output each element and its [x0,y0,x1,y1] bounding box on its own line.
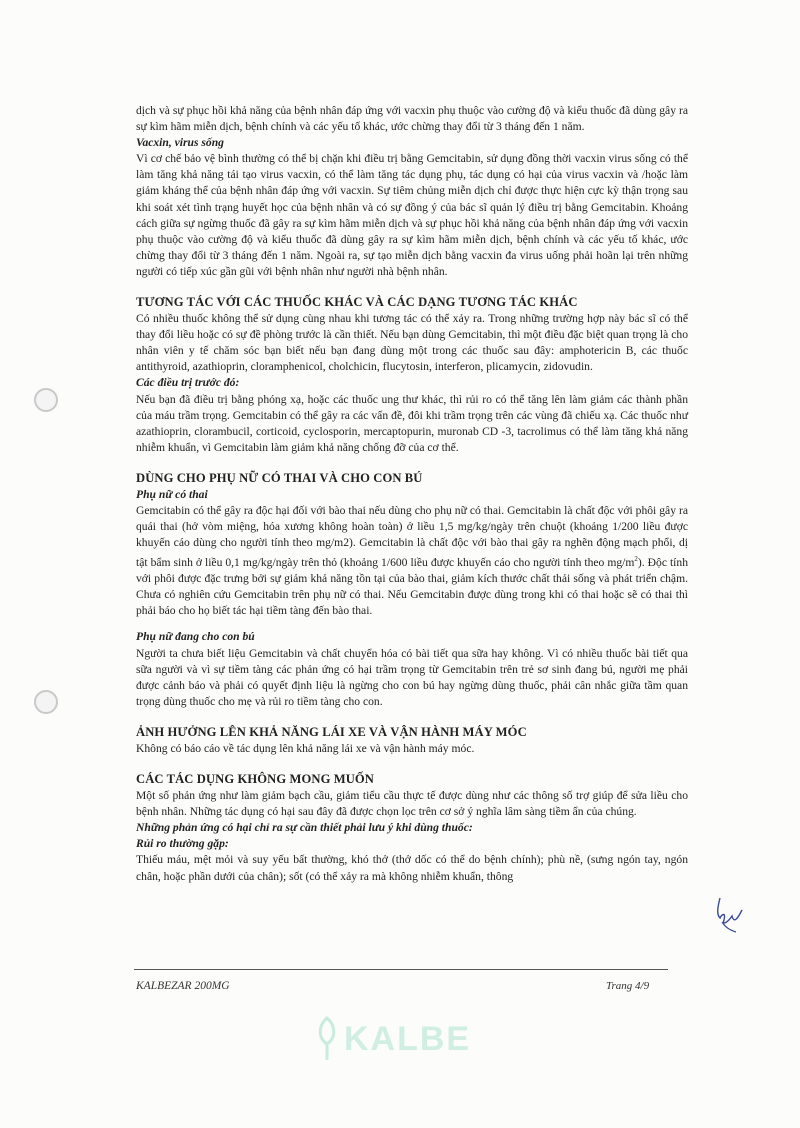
paragraph-live-vaccine: Vì cơ chế bảo vệ bình thường có thể bị chặn khi điều trị bằng Gemcitabin, sử dụng đồng thời vacxin virus sống có thể làm tăng khả năng tái tạo virus vacxin, có thể làm tăng tác dụng phụ, tác dụng có hại của virus vacxin và /hoặc làm giảm kháng thể của bệnh nhân đáp ứng với vacxin. Sự tiêm chủng miễn dịch chỉ được thực hiện cực kỳ thận trọng sau khi soát xét tình trạng huyết học của bệnh nhân và có sự đồng ý của bác sĩ quản lý điều trị bằng Gemcitabin. Khoảng cách giữa sự ngừng thuốc đã gây ra sự kìm hãm miễn dịch và sự phục hồi khả năng của bệnh nhân đáp ứng với vacxin phụ thuộc vào cường độ và kiểu thuốc đã dùng gây ra sự kìm hãm miễn dịch, bệnh chính và các yếu tố khác, ước chừng thay đổi từ 3 tháng đến 1 năm. Ngoài ra, sự tạo miễn dịch bằng vacxin đa virus uống phải hoãn lại trên những người có tiếp xúc gần gũi với bệnh nhân như người nhà bệnh nhân. [136,152,688,278]
heading-pregnant-women: Phụ nữ có thai [136,487,208,501]
heading-nursing-women: Phụ nữ đang cho con bú [136,630,255,644]
section-heading-adverse-effects: CÁC TÁC DỤNG KHÔNG MONG MUỐN [136,772,374,787]
paragraph-adverse-effects: Một số phản ứng như làm giảm bạch cầu, giảm tiểu cầu thực tế được dùng như các thông số trợ giúp để sửa liều cho bệnh nhân. Những tác dụng có hại sau đây đã được chọn lọc trên cơ sở ý nghĩa lâm sàng tiềm ẩn của chúng. [136,789,688,819]
leaf-logo-icon [312,1014,342,1064]
heading-common-risks: Rủi ro thường gặp: [136,837,229,851]
footer-page-number: Trang 4/9 [606,980,650,992]
footer-divider [134,969,668,970]
punch-hole-bottom [34,690,58,714]
footer-product-name: KALBEZAR 200MG [136,980,230,992]
paragraph-pregnant-women: Gemcitabin có thể gây ra độc hại đối với bào thai nếu dùng cho phụ nữ có thai. Gemcitabin là chất độc với phôi gây ra quái thai (hở vòm miệng, hóa xương không hoàn toàn) ở liều 1,5 mg/kg/ngày trên chuột (khoảng 1/200 liều được khuyến cáo dùng cho người tính theo mg/m2). Gemcitabin là chất độc với bào thai gây ra nghẽn động mạch phổi, dị tật bẩm sinh ở liều 0,1 mg/kg/ngày trên thỏ (khoảng 1/600 liều được khuyến cáo cho người tính theo $mg/m^2$). Độc tính với phôi được đặc trưng bởi sự giảm khả năng tồn tại của bào thai, giảm kích thước chất thải sống và phát triển chậm. Chưa có nghiên cứu Gemcitabin trên phụ nữ có thai. Nếu Gemcitabin được dùng trong khi có thai hoặc sẽ có thai thì phải báo cho họ biết tác hại tiềm tàng đến bào thai. [136,503,688,618]
paragraph-driving: Không có báo cáo về tác dụng lên khả năng lái xe và vận hành máy móc. [136,741,475,755]
document-body [136,103,688,885]
signature-mark-icon [708,892,748,942]
section-heading-interactions: TƯƠNG TÁC VỚI CÁC THUỐC KHÁC VÀ CÁC DẠNG TƯƠNG TÁC KHÁC [136,295,578,310]
paragraph-immunity-recovery: dịch và sự phục hồi khả năng của bệnh nhân đáp ứng với vacxin phụ thuộc vào cường độ và kiểu thuốc đã dùng gây ra sự kìm hãm miễn dịch, bệnh chính và các yếu tố khác, ước chừng thay đổi từ 3 tháng đến 1 năm. [136,104,688,134]
kalbe-watermark-logo [310,1010,480,1070]
paragraph-interactions: Có nhiều thuốc không thể sử dụng cùng nhau khi tương tác có thể xảy ra. Trong những trường hợp này bác sĩ có thể thay đổi liều hoặc có sự đề phòng trước là cần thiết. Nếu bạn dùng Gemcitabin, thì một điều đặc biệt quan trọng là cho nhân viên y tế chăm sóc bạn biết nếu bạn đang dùng một trong các thuốc sau đây: amphotericin B, các thuốc antithyroid, azathioprin, cloramphenicol, cholchicin, flucytosin, interferon, plicamycin, zidovudin. [136,312,688,374]
paragraph-prior-treatments: Nếu bạn đã điều trị bằng phóng xạ, hoặc các thuốc ung thư khác, thì rủi ro có thể tăng lên làm giảm các thành phần của máu trầm trọng. Gemcitabin có thể gây ra các vấn đề, đôi khi trầm trọng trên các vùng đã chiếu xạ. Các thuốc như azathioprin, clorambucil, corticoid, cyclosporin, mercaptopurin, muronab CD -3, tacrolimus có thể làm tăng khả năng nhiễm khuẩn, vì Gemcitabin làm giảm khả năng chống đỡ của cơ thể. [136,392,688,454]
heading-prior-treatments: Các điều trị trước đó: [136,376,240,390]
paragraph-nursing-women: Người ta chưa biết liệu Gemcitabin và chất chuyển hóa có bài tiết qua sữa hay không. Vì có nhiều thuốc bài tiết qua sữa người và vì sự tiềm tàng các phản ứng có hại trầm trọng từ Gemcitabin trên trẻ sơ sinh đang bú, người mẹ phải được cảnh báo và phải có quyết định liệu là ngừng cho con bú hay ngừng dùng thuốc, phải cân nhắc giữa tầm quan trọng dùng thuốc cho mẹ và rủi ro tiềm tàng cho con. [136,646,688,708]
heading-live-vaccine: Vacxin, virus sống [136,136,224,150]
heading-adverse-caution: Những phản ứng có hại chỉ ra sự cần thiết phải lưu ý khi dùng thuốc: [136,821,473,835]
paragraph-common-risks: Thiếu máu, mệt mỏi và suy yếu bất thường, khó thở (thở dốc có thể do bệnh chính); phù nề, (sưng ngón tay, ngón chân, hoặc phần dưới của chân); sốt (có thể xảy ra mà không nhiễm khuẩn, thông [136,853,688,883]
logo-wordmark: KALBE [344,1020,472,1058]
section-heading-driving: ẢNH HƯỞNG LÊN KHẢ NĂNG LÁI XE VÀ VẬN HÀNH MÁY MÓC [136,724,527,739]
section-heading-pregnancy: DÙNG CHO PHỤ NỮ CÓ THAI VÀ CHO CON BÚ [136,470,423,485]
punch-hole-top [34,388,58,412]
